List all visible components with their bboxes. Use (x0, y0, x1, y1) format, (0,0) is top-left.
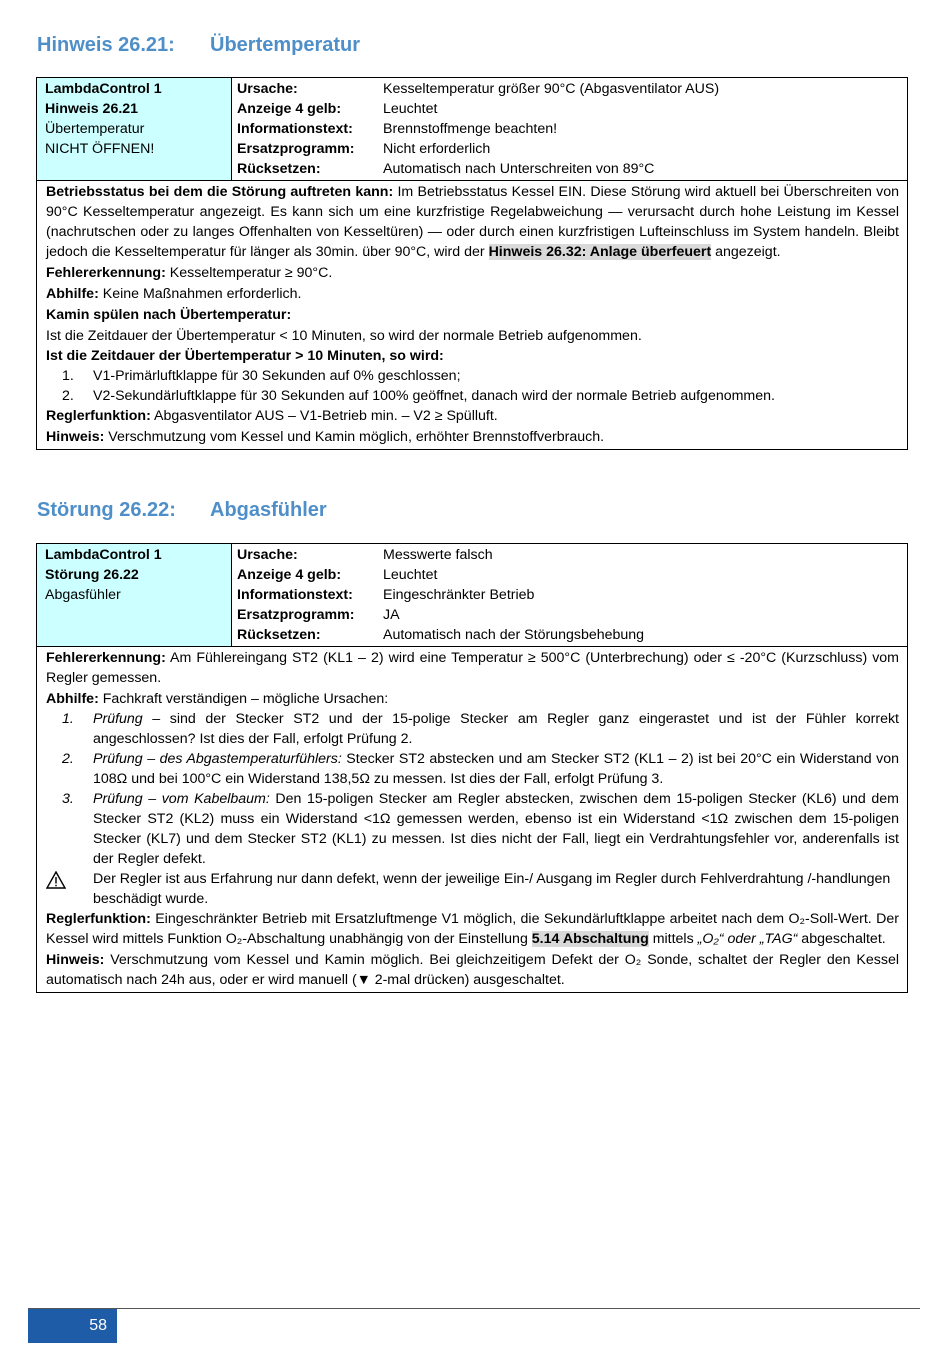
property-value: Leuchtet (383, 101, 438, 117)
property-row (237, 625, 902, 645)
property-key: Ursache: (237, 547, 298, 563)
list-item (46, 386, 899, 406)
property-key: Rücksetzen: (237, 627, 321, 643)
property-row (237, 565, 902, 585)
check-title: Prüfung – des Abgastemperaturfühlers: (93, 751, 342, 767)
check-text: – sind der Stecker ST2 und der 15-polige Stecker am Regler ganz eingerastet und ist der Fühler korrekt angeschlossen? Ist dies der Fall, erfolgt Prüfung 2. (93, 711, 899, 747)
chimney-flush-label (46, 305, 899, 325)
remedy (46, 284, 899, 304)
list-number: 1. (62, 368, 74, 384)
table-header (37, 78, 907, 181)
check-text: Stecker ST2 abstecken und am Stecker ST2 (KL1 – 2) ist bei 20°C ein Widerstand von 108Ω und bei 100°C ein Widerstand 138,5Ω zu messen. Ist dies der Fall, erfolgt Prüfung 3. (93, 751, 899, 787)
check-title: Prüfung – vom Kabelbaum: (93, 791, 270, 807)
list-text: V1-Primärluftklappe für 30 Sekunden auf 0% geschlossen; (93, 368, 461, 384)
check-steps (46, 709, 899, 869)
property-value: Brennstoffmenge beachten! (383, 121, 558, 137)
remedy-text: Keine Maßnahmen erforderlich. (98, 286, 302, 302)
list-text: V2-Sekundärluftklappe für 30 Sekunden auf 100% geöffnet, danach wird der normale Betrieb aufgenommen. (93, 388, 775, 404)
property-key: Ursache: (237, 81, 298, 97)
function-text-3: abgeschaltet. (797, 931, 886, 947)
duration-heading: Ist die Zeitdauer der Übertemperatur > 10 Minuten, so wird: (46, 348, 444, 364)
section-number: Störung 26.22: (37, 499, 176, 521)
property-key: Ersatzprogramm: (237, 141, 355, 157)
properties (232, 78, 907, 180)
property-key: Ersatzprogramm: (237, 607, 355, 623)
detection-label: Fehlererkennung: (46, 265, 166, 281)
code-title: Übertemperatur (45, 121, 145, 137)
remedy-label: Abhilfe: (46, 286, 99, 302)
error-table-hinweis-26-21 (36, 77, 908, 450)
controller-function (46, 406, 899, 426)
remedy (46, 689, 899, 709)
property-row (237, 139, 902, 159)
setting-reference: 5.14 Abschaltung (531, 931, 649, 947)
footer-rule (28, 1308, 920, 1309)
property-row (237, 585, 902, 605)
operating-status (46, 182, 899, 262)
check-text: Den 15-poligen Stecker am Regler abstecken, zwischen dem 15-poligen Stecker (KL6) und dem Stecker ST2 (KL2) muss ein Widerstand <1Ω gemessen werden, ebenso ist ein Widerstand <1Ω zwischen dem 15-poligen Stecker (KL7) und dem Stecker ST2 (KL1) zu messen. Ist dies nicht der Fall, liegt ein Verdrahtungsfehler vor, anderenfalls ist der Regler defekt. (93, 791, 899, 867)
section-heading: Übertemperatur (210, 34, 361, 56)
list-text (93, 749, 899, 789)
list-item (46, 709, 899, 749)
chimney-flush-heading: Kamin spülen nach Übertemperatur: (46, 307, 292, 323)
status-reference: Hinweis 26.32: Anlage überfeuert (488, 244, 712, 260)
properties (232, 544, 907, 646)
controller-function (46, 909, 899, 949)
property-key: Informationstext: (237, 587, 353, 603)
function-label: Reglerfunktion: (46, 911, 151, 927)
function-text-2: mittels (648, 931, 698, 947)
warning-note (46, 869, 899, 909)
status-end: angezeigt. (711, 244, 781, 260)
function-options: „O₂“ oder „TAG“ (697, 931, 798, 947)
code-label: Hinweis 26.21 (45, 101, 139, 117)
remedy-text: Fachkraft verständigen – mögliche Ursachen: (98, 691, 389, 707)
device-name: LambdaControl 1 (45, 547, 162, 563)
property-row (237, 79, 902, 99)
detection-text: Kesseltemperatur ≥ 90°C. (165, 265, 333, 281)
list-item (46, 789, 899, 869)
device-name: LambdaControl 1 (45, 81, 162, 97)
list-text (93, 709, 899, 749)
section-heading: Abgasfühler (210, 499, 327, 521)
error-detection (46, 263, 899, 283)
error-table-stoerung-26-22 (36, 543, 908, 993)
property-value: Messwerte falsch (383, 547, 493, 563)
list-number: 1. (62, 711, 74, 727)
table-body (37, 647, 907, 992)
property-row (237, 545, 902, 565)
flush-steps (46, 366, 899, 406)
property-value: Kesseltemperatur größer 90°C (Abgasventilator AUS) (383, 81, 720, 97)
warning-icon (46, 869, 93, 909)
table-header (37, 544, 907, 647)
section-title-stoerung-26-22 (37, 499, 327, 522)
function-text: Abgasventilator AUS – V1-Betrieb min. – V2 ≥ Spülluft. (150, 408, 498, 424)
status-text: Im Betriebsstatus Kessel EIN. Diese Störung wird aktuell bei Überschreiten von 90°C Kesseltemperatur angezeigt. Es kann sich um eine kurzfristige Regelabweichung — verursacht durch hohe Leistung im Kessel (nachrutschen oder zu langes Offenhalten von Kesseltüren) — oder durch einen kurzfristigen Lufteinschluss im System handeln. Bleibt jedoch die Kesseltemperatur für länger als 30min. über 90°C, wird der (46, 184, 899, 260)
note-text: Verschmutzung vom Kessel und Kamin möglich, erhöhter Brennstoffverbrauch. (104, 429, 605, 445)
device-info (37, 544, 232, 646)
list-number: 3. (62, 791, 74, 807)
property-value: Automatisch nach Unterschreiten von 89°C (383, 161, 655, 177)
list-item (46, 749, 899, 789)
table-body (37, 181, 907, 449)
remedy-label: Abhilfe: (46, 691, 99, 707)
note-label: Hinweis: (46, 429, 105, 445)
status-label: Betriebsstatus bei dem die Störung auftreten kann: (46, 184, 394, 200)
code-warning: NICHT ÖFFNEN! (45, 141, 155, 157)
property-row (237, 119, 902, 139)
note (46, 950, 899, 990)
property-row (237, 99, 902, 119)
note-text: Verschmutzung vom Kessel und Kamin möglich. Bei gleichzeitigem Defekt der O₂ Sonde, schaltet der Regler den Kessel automatisch nach 24h aus, oder er wird manuell (▼ 2-mal drücken) ausgeschaltet. (46, 952, 899, 988)
error-detection (46, 648, 899, 688)
list-number: 2. (62, 751, 74, 767)
property-value: Automatisch nach der Störungsbehebung (383, 627, 645, 643)
property-row (237, 159, 902, 179)
property-row (237, 605, 902, 625)
list-item (46, 366, 899, 386)
property-value: Leuchtet (383, 567, 438, 583)
code-label: Störung 26.22 (45, 567, 139, 583)
section-number: Hinweis 26.21: (37, 34, 175, 56)
duration-label (46, 346, 899, 366)
note (46, 427, 899, 447)
property-key: Anzeige 4 gelb: (237, 567, 342, 583)
property-key: Anzeige 4 gelb: (237, 101, 342, 117)
function-label: Reglerfunktion: (46, 408, 151, 424)
note-label: Hinweis: (46, 952, 105, 968)
function-text: Eingeschränkter Betrieb mit Ersatzluftmenge V1 möglich, die Sekundärluftklappe arbeitet nach dem O₂-Soll-Wert. Der Kessel wird mittels Funktion O₂-Abschaltung unabhängig von der Einstellung (46, 911, 899, 947)
section-title-hinweis-26-21 (37, 34, 360, 57)
property-value: Nicht erforderlich (383, 141, 491, 157)
property-value: Eingeschränkter Betrieb (383, 587, 535, 603)
property-value: JA (383, 607, 400, 623)
property-key: Rücksetzen: (237, 161, 321, 177)
chimney-flush-text: Ist die Zeitdauer der Übertemperatur < 10 Minuten, so wird der normale Betrieb aufgenommen. (46, 328, 642, 344)
warning-text: Der Regler ist aus Erfahrung nur dann defekt, wenn der jeweilige Ein-/ Ausgang im Regler durch Fehlverdrahtung /-handlungen beschädigt wurde. (93, 871, 891, 907)
list-text (93, 789, 899, 869)
list-number: 2. (62, 388, 74, 404)
property-key: Informationstext: (237, 121, 353, 137)
device-info (37, 78, 232, 180)
page-number: 58 (28, 1309, 117, 1343)
code-title: Abgasfühler (45, 587, 121, 603)
detection-label: Fehlererkennung: (46, 650, 166, 666)
check-title: Prüfung (93, 711, 143, 727)
detection-text: Am Fühlereingang ST2 (KL1 – 2) wird eine Temperatur ≥ 500°C (Unterbrechung) oder ≤ -20°C (Kurzschluss) vom Regler gemessen. (46, 650, 899, 686)
